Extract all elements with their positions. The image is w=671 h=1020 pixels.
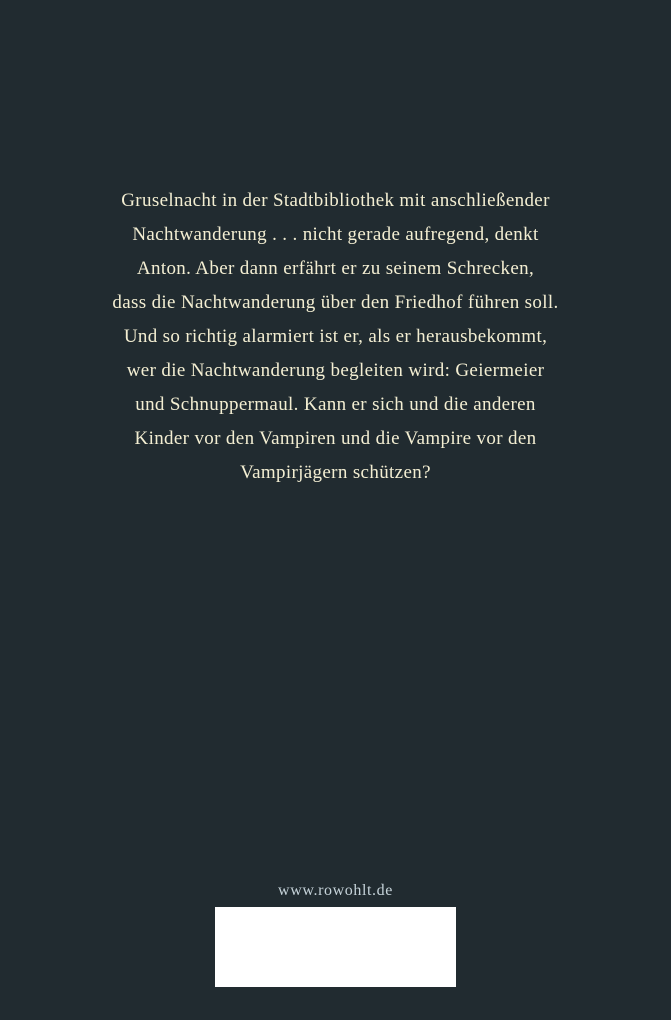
publisher-url: www.rowohlt.de — [278, 882, 393, 899]
blurb-line: Gruselnacht in der Stadtbibliothek mit anschließender — [121, 190, 550, 211]
blurb-line: Nachtwanderung . . . nicht gerade aufregend, denkt — [132, 224, 539, 245]
blurb-line: Kinder vor den Vampiren und die Vampire vor den — [134, 428, 537, 449]
barcode-area — [215, 907, 456, 987]
blurb-line: wer die Nachtwanderung begleiten wird: Geiermeier — [126, 360, 545, 381]
blurb-line: dass die Nachtwanderung über den Friedhof führen soll. — [112, 292, 559, 313]
blurb-text — [40, 184, 631, 490]
blurb-line: Und so richtig alarmiert ist er, als er herausbekommt, — [123, 326, 548, 347]
blurb-line: Vampirjägern schützen? — [240, 462, 431, 483]
blurb-line: und Schnuppermaul. Kann er sich und die anderen — [135, 394, 536, 415]
blurb-line: Anton. Aber dann erfährt er zu seinem Schrecken, — [136, 258, 535, 279]
